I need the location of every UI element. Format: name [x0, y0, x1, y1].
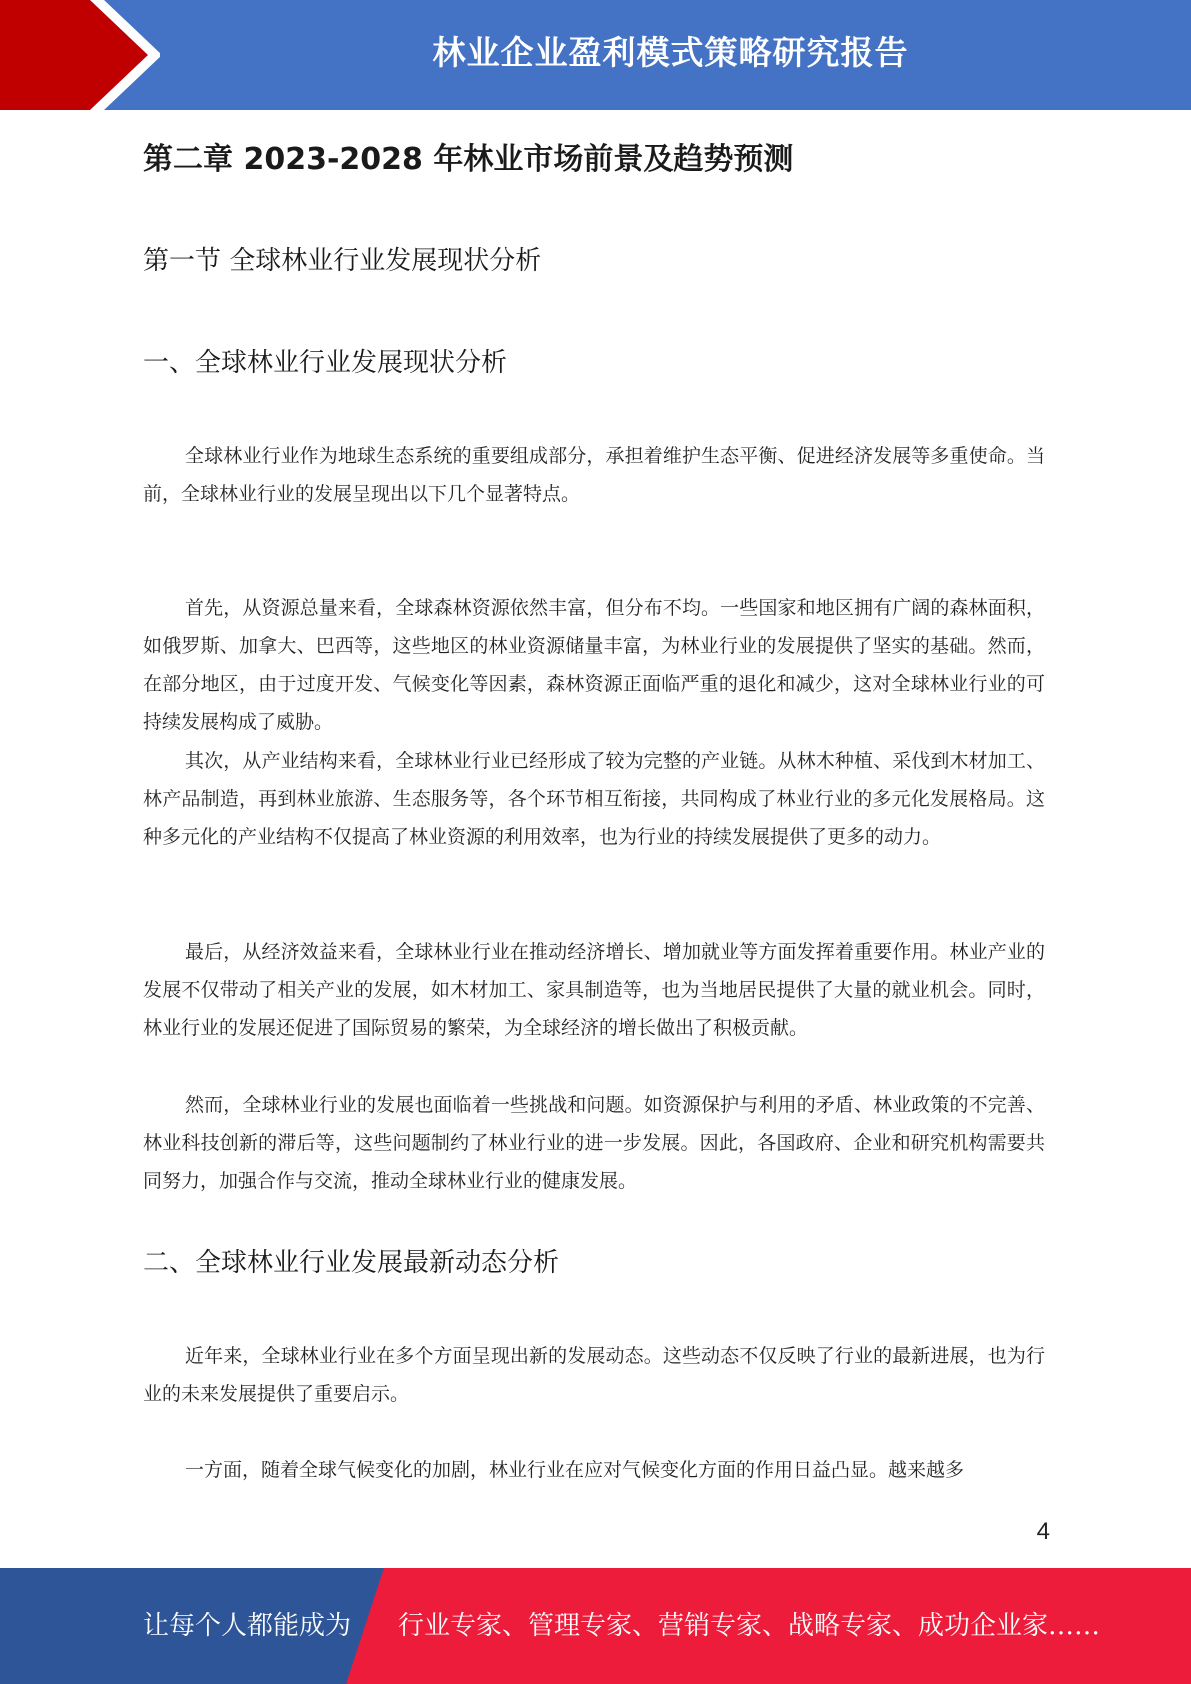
- report-title: 林业企业盈利模式策略研究报告: [432, 33, 909, 72]
- paragraph-1: 全球林业行业作为地球生态系统的重要组成部分，承担着维护生态平衡、促进经济发展等多重使命。当前，全球林业行业的发展呈现出以下几个显著特点。: [143, 445, 1045, 505]
- page-number: 4: [1036, 1518, 1050, 1545]
- header-banner: [0, 0, 1191, 110]
- paragraph-6: 近年来，全球林业行业在多个方面呈现出新的发展动态。这些动态不仅反映了行业的最新进展，也为行业的未来发展提供了重要启示。: [143, 1345, 1045, 1405]
- footer-slogan-right: 行业专家、管理专家、营销专家、战略专家、成功企业家……: [398, 1611, 1101, 1641]
- subsection-title-2: 二、全球林业行业发展最新动态分析: [143, 1248, 560, 1278]
- paragraph-5: 然而，全球林业行业的发展也面临着一些挑战和问题。如资源保护与利用的矛盾、林业政策的不完善、林业科技创新的滞后等，这些问题制约了林业行业的进一步发展。因此，各国政府、企业和研究机构需要共同努力，加强合作与交流，推动全球林业行业的健康发展。: [143, 1094, 1045, 1192]
- paragraph-4: 最后，从经济效益来看，全球林业行业在推动经济增长、增加就业等方面发挥着重要作用。林业产业的发展不仅带动了相关产业的发展，如木材加工、家具制造等，也为当地居民提供了大量的就业机会。同时，林业行业的发展还促进了国际贸易的繁荣，为全球经济的增长做出了积极贡献。: [143, 941, 1045, 1039]
- chapter-title: 第二章 2023-2028 年林业市场前景及趋势预测: [143, 142, 794, 177]
- section-title: 第一节 全球林业行业发展现状分析: [143, 246, 542, 276]
- paragraph-3: 其次，从产业结构来看，全球林业行业已经形成了较为完整的产业链。从林木种植、采伐到木材加工、林产品制造，再到林业旅游、生态服务等，各个环节相互衔接，共同构成了林业行业的多元化发展格局。这种多元化的产业结构不仅提高了林业资源的利用效率，也为行业的持续发展提供了更多的动力。: [143, 750, 1045, 848]
- paragraph-2: 首先，从资源总量来看，全球森林资源依然丰富，但分布不均。一些国家和地区拥有广阔的森林面积，如俄罗斯、加拿大、巴西等，这些地区的林业资源储量丰富，为林业行业的发展提供了坚实的基础。然而，在部分地区，由于过度开发、气候变化等因素，森林资源正面临严重的退化和减少，这对全球林业行业的可持续发展构成了威胁。: [143, 597, 1045, 733]
- subsection-title-1: 一、全球林业行业发展现状分析: [143, 348, 508, 378]
- header-arrow-decoration: [0, 0, 160, 110]
- paragraph-7: 一方面，随着全球气候变化的加剧，林业行业在应对气候变化方面的作用日益凸显。越来越多: [185, 1459, 965, 1481]
- footer-slogan-left: 让每个人都能成为: [143, 1611, 352, 1641]
- footer-banner: [0, 1568, 1191, 1684]
